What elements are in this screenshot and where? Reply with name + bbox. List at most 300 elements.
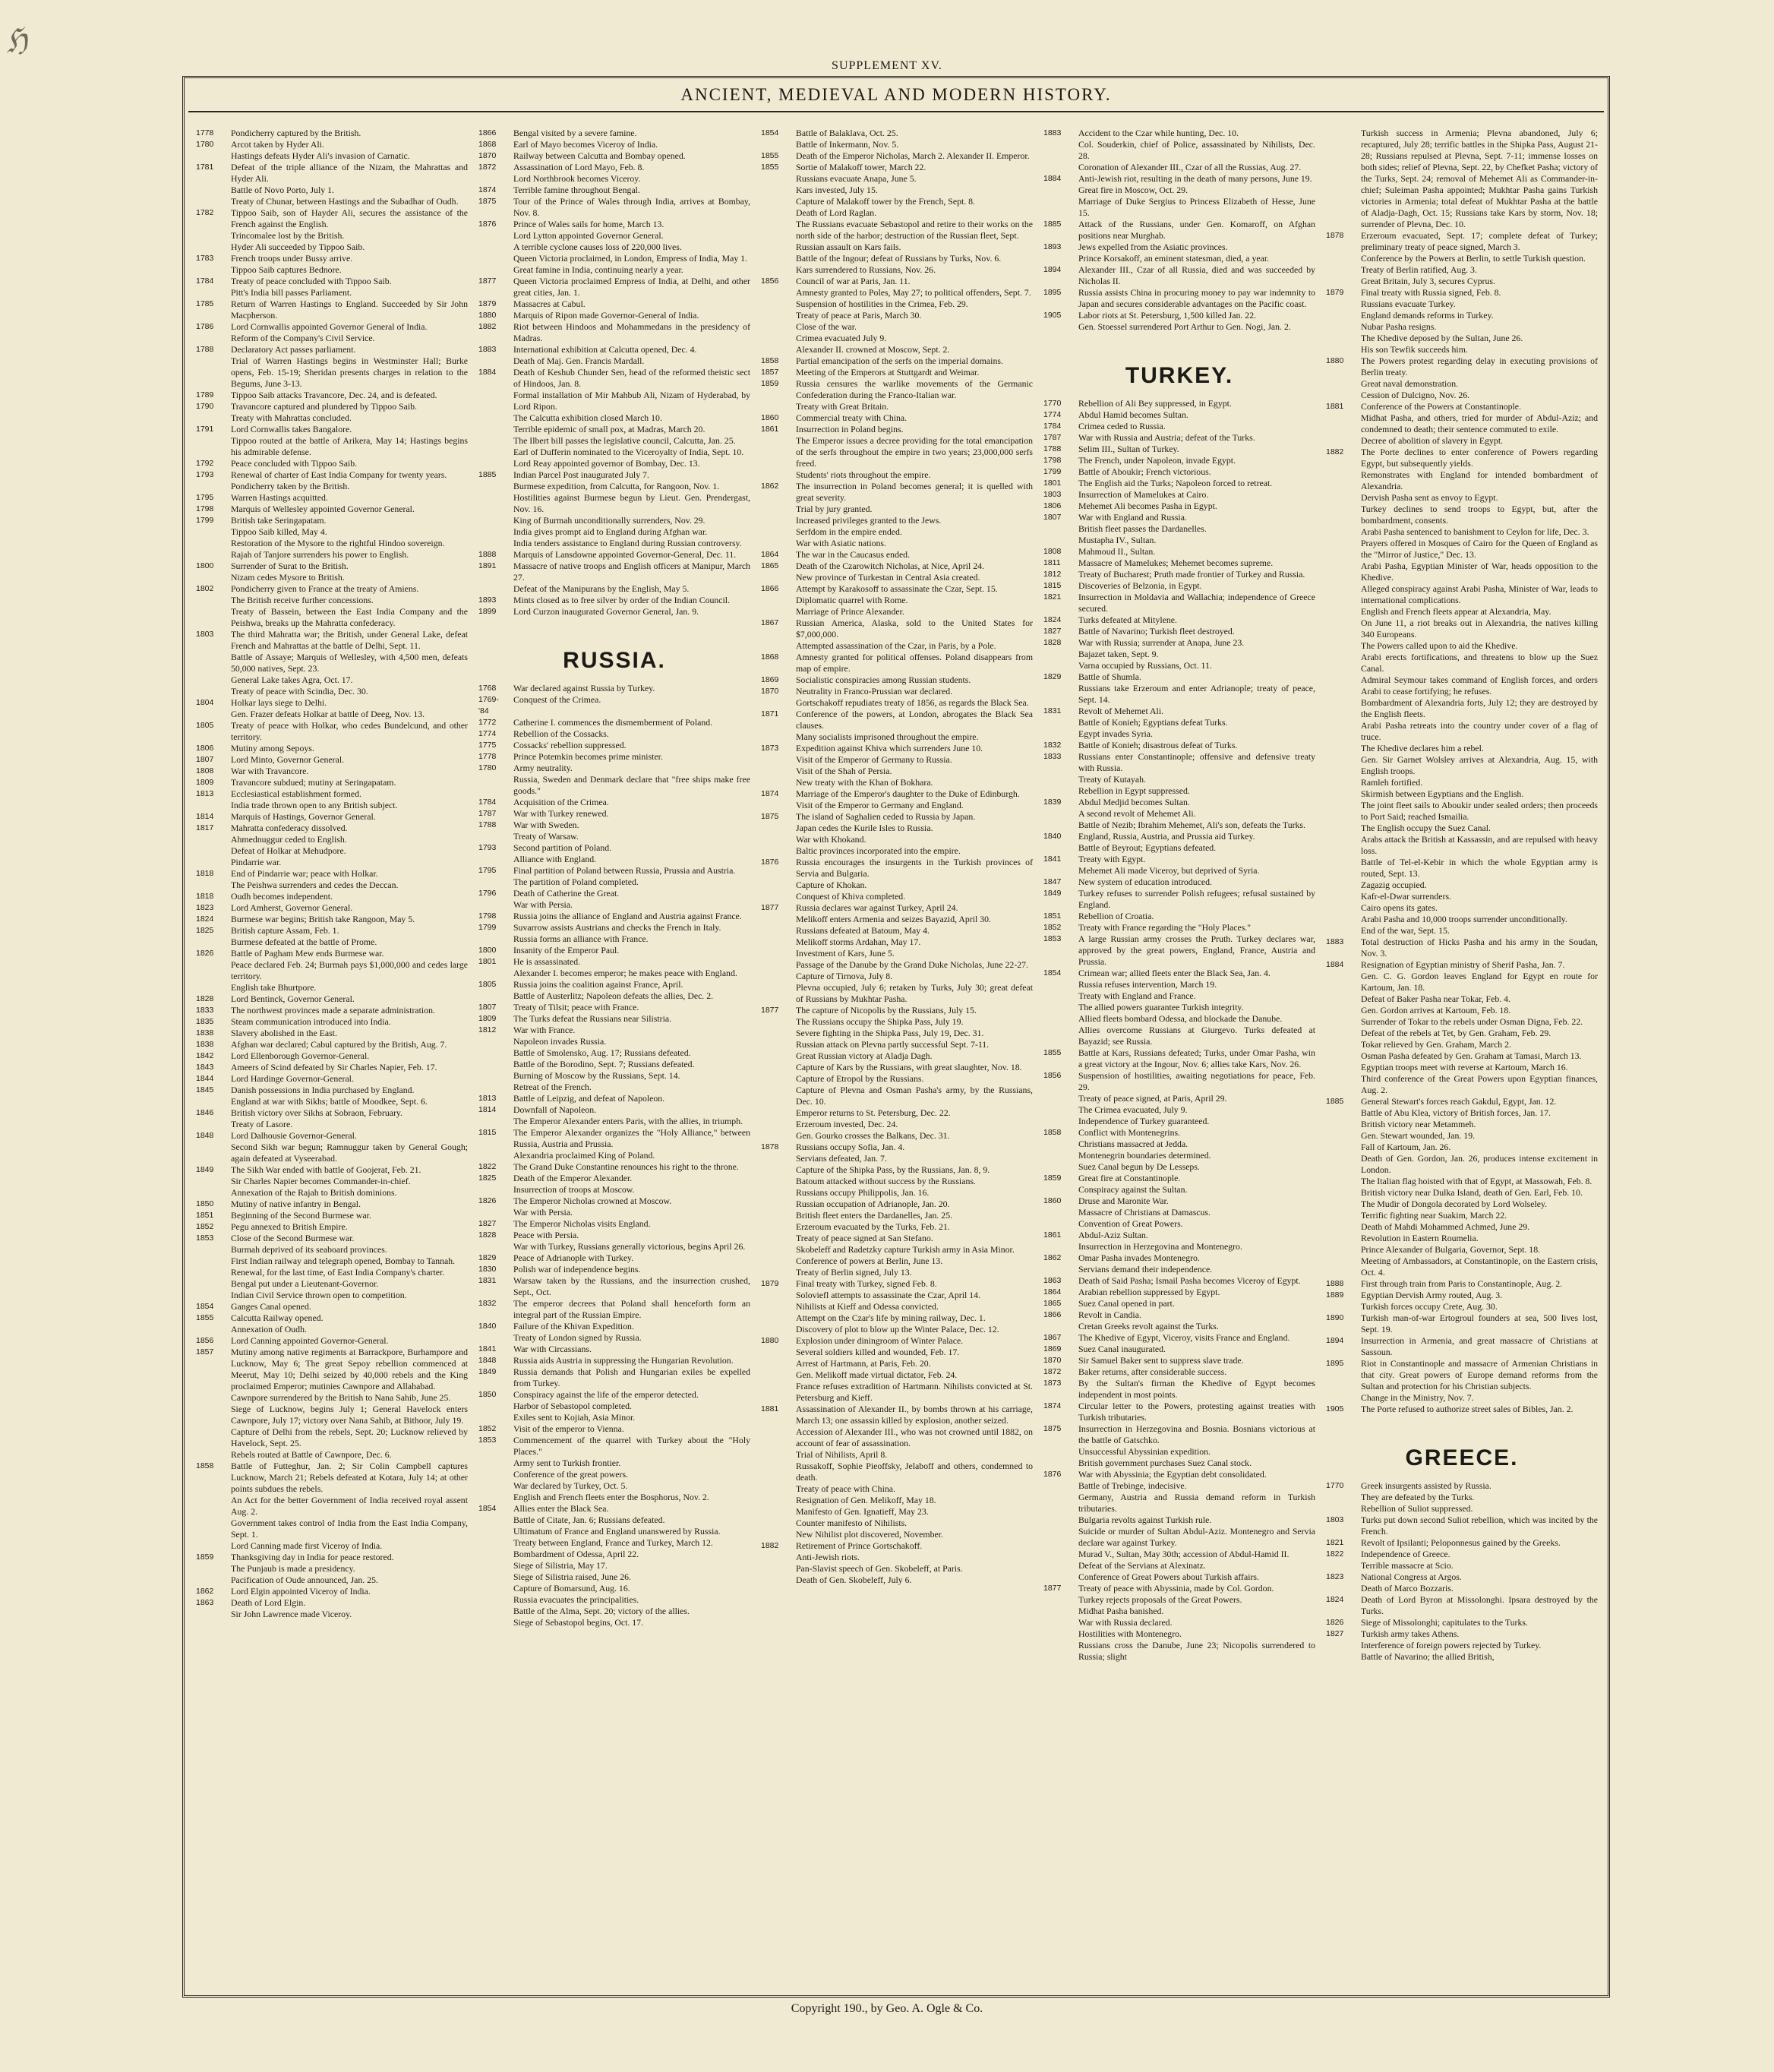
- entry-text: Gen. Gourko crosses the Balkans, Dec. 31.: [796, 1130, 950, 1141]
- entry-year: [1043, 1606, 1074, 1617]
- entry-year: 1772: [478, 718, 497, 727]
- entry-text: Battle of Trebinge, indecisive.: [1078, 1480, 1187, 1491]
- timeline-entry: [761, 800, 1033, 811]
- timeline-entry: [196, 845, 468, 857]
- timeline-entry: [761, 1358, 1033, 1369]
- timeline-entry: [196, 880, 468, 891]
- entry-text: India gives prompt aid to England during Afghan war.: [513, 526, 708, 537]
- entry-text: Explosion under diningroom of Winter Palace.: [796, 1335, 964, 1346]
- entry-year: 1804: [196, 698, 214, 707]
- entry-text: Conference of the great powers.: [513, 1469, 628, 1480]
- entry-text: Russian attack on Plevna partly successful Sept. 7-11.: [796, 1039, 990, 1050]
- timeline-entry: [478, 694, 750, 717]
- entry-text: The Russians evacuate Sebastopol and retire to their works on the north side of the harbor; destruction of the Russian fleet, Sept.: [796, 219, 1033, 241]
- entry-text: Death of Gen. Skobeleff, July 6.: [796, 1575, 912, 1585]
- entry-text: Treaty of Chunar, between Hastings and the Subadhar of Oudh.: [231, 196, 459, 207]
- timeline-entry: [1326, 606, 1598, 617]
- timeline-entry: [478, 1047, 750, 1059]
- timeline-entry: [196, 321, 468, 333]
- entry-year: 1800: [478, 946, 497, 955]
- timeline-column: [761, 128, 1033, 1988]
- entry-text: Lord Reay appointed governor of Bombay, Dec. 13.: [513, 458, 700, 469]
- entry-text: Commercial treaty with China.: [796, 412, 908, 423]
- entry-text: Defeat of the Servians at Alexinatz.: [1078, 1560, 1206, 1571]
- entry-year: [1043, 253, 1074, 264]
- entry-year: [1043, 535, 1074, 546]
- entry-year: [761, 1256, 791, 1267]
- timeline-entry: [196, 937, 468, 948]
- timeline-entry: [1043, 1264, 1315, 1275]
- entry-text: Attempt by Karakosoff to assassinate the Czar, Sept. 15.: [796, 583, 998, 594]
- timeline-entry: [196, 868, 468, 880]
- entry-year: [1043, 1617, 1074, 1628]
- entry-year: 1875: [1043, 1424, 1062, 1433]
- entry-text: Insurrection in Herzegovina and Montenegro.: [1078, 1241, 1242, 1252]
- entry-year: 1838: [196, 1040, 214, 1049]
- entry-text: End of Pindarrie war; peace with Holkar.: [231, 868, 378, 879]
- timeline-entry: [761, 1426, 1033, 1449]
- timeline-entry: [1043, 637, 1315, 649]
- timeline-entry: [761, 971, 1033, 982]
- timeline-entry: [761, 1506, 1033, 1518]
- timeline-entry: [761, 948, 1033, 959]
- entry-text: A large Russian army crosses the Pruth. Turkey declares war, approved by the great powers, England, France, Austria and Prussia.: [1078, 933, 1315, 967]
- timeline-entry: [196, 1586, 468, 1597]
- entry-text: Battle of Navarino; Turkish fleet destroyed.: [1078, 626, 1235, 636]
- timeline-entry: [478, 458, 750, 469]
- timeline-entry: [761, 857, 1033, 880]
- timeline-entry: [196, 1199, 468, 1210]
- entry-year: 1784: [1043, 422, 1062, 431]
- timeline-entry: [196, 823, 468, 834]
- entry-year: 1848: [196, 1131, 214, 1140]
- entry-year: [1043, 1184, 1074, 1196]
- timeline-entry: [196, 1107, 468, 1119]
- entry-year: 1888: [478, 550, 497, 559]
- entry-text: Russia censures the warlike movements of the Germanic Confederation during the Franco-Italian war.: [796, 378, 1033, 400]
- timeline-entry: [761, 834, 1033, 845]
- entry-text: Riot in Constantinople and massacre of Armenian Christians in that city. Great powers of Europe demand reforms from the Sultan and protection for his Christian subjects.: [1361, 1358, 1598, 1391]
- entry-text: Annexation of the Rajah to British dominions.: [231, 1187, 397, 1198]
- timeline-entry: [1326, 1244, 1598, 1256]
- timeline-entry: [478, 1560, 750, 1571]
- entry-year: 1868: [478, 140, 497, 149]
- entry-text: Ultimatum of France and England unanswered by Russia.: [513, 1526, 721, 1537]
- timeline-entry: [478, 469, 750, 481]
- entry-year: [1326, 1640, 1356, 1651]
- entry-text: Accident to the Czar while hunting, Dec. 10.: [1078, 128, 1239, 138]
- entry-year: 1858: [1043, 1128, 1062, 1137]
- timeline-entry: [1326, 1142, 1598, 1153]
- entry-year: [1326, 891, 1356, 902]
- entry-text: Capture of Bomarsund, Aug. 16.: [513, 1583, 630, 1593]
- timeline-entry: [1043, 444, 1315, 455]
- timeline-entry: [478, 888, 750, 899]
- timeline-entry: [196, 1016, 468, 1028]
- timeline-entry: [1326, 857, 1598, 880]
- entry-text: War with Abyssinia; the Egyptian debt consolidated.: [1078, 1469, 1267, 1480]
- timeline-entry: [761, 173, 1033, 185]
- timeline-entry: [196, 1039, 468, 1050]
- timeline-entry: [196, 1290, 468, 1301]
- entry-text: Egyptian Dervish Army routed, Aug. 3.: [1361, 1290, 1503, 1300]
- timeline-entry: [1326, 914, 1598, 925]
- entry-text: Manifesto of Gen. Ignatieff, May 23.: [796, 1506, 929, 1517]
- timeline-entry: [761, 1187, 1033, 1199]
- timeline-entry: [761, 697, 1033, 709]
- timeline-entry: [1326, 697, 1598, 720]
- entry-text: The Turks defeat the Russians near Silistria.: [513, 1013, 672, 1024]
- timeline-entry: [478, 185, 750, 196]
- entry-year: 1878: [1326, 231, 1344, 240]
- entry-year: [1043, 1571, 1074, 1583]
- entry-text: A terrible cyclone causes loss of 220,000 lives.: [513, 242, 682, 252]
- entry-text: Hostilities against Burmese begun by Lieut. Gen. Prendergast, Nov. 16.: [513, 492, 750, 514]
- timeline-entry: [1043, 1366, 1315, 1378]
- entry-year: [478, 173, 509, 185]
- entry-year: [478, 526, 509, 538]
- entry-text: Close of the war.: [796, 321, 857, 332]
- entry-year: [1326, 1256, 1356, 1278]
- timeline-entry: [1043, 1515, 1315, 1526]
- entry-year: [1043, 1321, 1074, 1332]
- entry-year: 1841: [478, 1344, 497, 1353]
- entry-text: Marquis of Wellesley appointed Governor General.: [231, 504, 415, 514]
- timeline-entry: [196, 561, 468, 572]
- entry-text: The northwest provinces made a separate administration.: [231, 1005, 435, 1015]
- entry-year: 1880: [478, 311, 497, 320]
- entry-year: [196, 1609, 226, 1620]
- entry-text: Bombardment of Odessa, April 22.: [513, 1549, 639, 1559]
- entry-year: 1821: [1043, 592, 1062, 602]
- timeline-entry: [478, 1070, 750, 1082]
- entry-year: 1787: [1043, 433, 1062, 442]
- entry-text: The Emperor issues a decree providing for the total emancipation of the serfs throughout the empire in two years; 23,000,000 serfs freed.: [796, 435, 1033, 469]
- entry-year: 1827: [478, 1219, 497, 1228]
- entry-text: Russia joins the alliance of England and Austria against France.: [513, 911, 742, 921]
- history-columns: [196, 128, 1598, 1988]
- entry-text: Russians take Erzeroum and enter Adrianople; treaty of peace, Sept. 14.: [1078, 683, 1315, 705]
- entry-text: Marquis of Hastings, Governor General.: [231, 811, 376, 822]
- entry-text: Treaty of Lasore.: [231, 1119, 293, 1129]
- timeline-entry: [1326, 1016, 1598, 1028]
- entry-year: 1864: [1043, 1287, 1062, 1297]
- entry-year: [1043, 1560, 1074, 1571]
- timeline-entry: [478, 1537, 750, 1549]
- entry-text: Lord Bentinck, Governor General.: [231, 993, 355, 1004]
- timeline-entry: [1326, 1571, 1598, 1583]
- entry-text: Treaty with France regarding the "Holy Places.": [1078, 922, 1252, 933]
- entry-year: 1876: [1043, 1470, 1062, 1479]
- entry-year: [1326, 276, 1356, 287]
- entry-year: [1326, 469, 1356, 492]
- timeline-entry: [478, 264, 750, 276]
- entry-year: 1884: [1326, 960, 1344, 969]
- entry-year: [1043, 1628, 1074, 1640]
- entry-text: Erzeroum invested, Dec. 24.: [796, 1119, 898, 1129]
- entry-text: The Khedive of Egypt, Viceroy, visits France and England.: [1078, 1332, 1290, 1343]
- timeline-entry: [1043, 922, 1315, 933]
- entry-year: 1876: [478, 220, 497, 229]
- entry-text: Assassination of Lord Mayo, Feb. 8.: [513, 162, 645, 172]
- entry-year: 1859: [196, 1552, 214, 1562]
- entry-year: [761, 823, 791, 834]
- entry-year: 1833: [196, 1006, 214, 1015]
- timeline-entry: [478, 979, 750, 990]
- entry-text: By the Sultan's firman the Khedive of Egypt becomes independent in most points.: [1078, 1378, 1315, 1400]
- entry-year: [1326, 1503, 1356, 1515]
- entry-year: [1326, 993, 1356, 1005]
- timeline-entry: [196, 1187, 468, 1199]
- entry-year: [761, 777, 791, 788]
- entry-year: [761, 219, 791, 242]
- entry-text: The Porte declines to enter conference of Powers regarding Egypt, but subsequently yields.: [1361, 447, 1598, 469]
- timeline-entry: [761, 378, 1033, 401]
- entry-year: [761, 982, 791, 1005]
- timeline-entry: [1043, 162, 1315, 173]
- entry-year: 1864: [761, 550, 779, 559]
- timeline-entry: [478, 606, 750, 617]
- entry-text: Midhat Pasha, and others, tried for murder of Abdul-Aziz; and condemned to death; their sentence commuted to exile.: [1361, 412, 1598, 434]
- entry-year: 1805: [196, 721, 214, 730]
- entry-year: [761, 1210, 791, 1221]
- timeline-entry: [478, 561, 750, 583]
- timeline-entry: [761, 652, 1033, 674]
- entry-year: [478, 1560, 509, 1571]
- timeline-entry: [478, 435, 750, 447]
- entry-text: Insurrection in Poland begins.: [796, 424, 904, 434]
- timeline-entry: [1326, 298, 1598, 310]
- timeline-entry: [478, 728, 750, 740]
- entry-year: [478, 253, 509, 264]
- entry-text: Army neutrality.: [513, 763, 573, 773]
- timeline-entry: [1043, 1116, 1315, 1127]
- entry-year: 1839: [1043, 798, 1062, 807]
- entry-text: Travancore subdued; mutiny at Seringapatam.: [231, 777, 396, 788]
- timeline-entry: [1043, 1344, 1315, 1355]
- timeline-entry: [1043, 128, 1315, 139]
- timeline-entry: [1043, 1309, 1315, 1321]
- entry-text: Conference of the Powers at Constantinople.: [1361, 401, 1521, 412]
- timeline-entry: [478, 219, 750, 230]
- entry-year: 1824: [1326, 1595, 1344, 1604]
- entry-text: Capture of Plevna and Osman Pasha's army, by the Russians, Dec. 10.: [796, 1085, 1033, 1107]
- timeline-entry: [1043, 1469, 1315, 1480]
- timeline-entry: [761, 185, 1033, 196]
- entry-year: 1869: [761, 675, 779, 684]
- entry-text: Treaty with England and France.: [1078, 990, 1196, 1001]
- entry-text: Pacification of Oude announced, Jan. 25.: [231, 1575, 378, 1585]
- timeline-entry: [761, 139, 1033, 150]
- entry-year: 1798: [478, 911, 497, 921]
- entry-year: [1326, 298, 1356, 310]
- entry-year: [1326, 526, 1356, 538]
- entry-year: [1043, 717, 1074, 728]
- entry-year: [761, 925, 791, 937]
- entry-text: Burmese defeated at the battle of Prome.: [231, 937, 377, 947]
- timeline-entry: [478, 390, 750, 412]
- entry-year: [196, 686, 226, 697]
- entry-text: Druse and Maronite War.: [1078, 1196, 1169, 1206]
- timeline-entry: [1043, 842, 1315, 854]
- entry-text: Death of Catherine the Great.: [513, 888, 620, 899]
- entry-text: Several soldiers killed and wounded, Feb. 17.: [796, 1347, 960, 1357]
- timeline-entry: [196, 162, 468, 185]
- entry-text: British fleet enters the Dardanelles, Jan. 25.: [796, 1210, 953, 1221]
- entry-text: Alleged conspiracy against Arabi Pasha, Minister of War, leads to international complications.: [1361, 583, 1598, 605]
- entry-year: [196, 1142, 226, 1164]
- entry-year: 1806: [196, 744, 214, 753]
- entry-year: [478, 492, 509, 515]
- timeline-entry: [761, 549, 1033, 561]
- entry-text: Pondicherry taken by the British.: [231, 481, 350, 491]
- timeline-entry: [196, 834, 468, 845]
- entry-text: Treaty of Bassein, between the East India Company and the Peishwa, breaks up the Mahratta confederacy.: [231, 606, 468, 628]
- entry-year: [196, 1575, 226, 1586]
- timeline-entry: [761, 1461, 1033, 1483]
- entry-text: Turkish success in Armenia; Plevna abandoned, July 6; recaptured, July 28; terrific battles in the Shipka Pass, August 21-28; Russians repulsed at Plevna, Sept. 7-11; immense losses on both sides; relief of Plevna, Sept. 22, by Chefket Pasha; victory of the Turks, Sept. 24; removal of Mehemet Ali as Commander-in-chief; Suleiman Pasha appointed; Mukhtar Pasha gains Turkish victories in Armenia; total defeat of Mukhtar Pasha at the battle of Aladja-Dagh, Oct. 15; Russians take Kars by storm, Nov. 18; surrender of Plevna, Dec. 10.: [1361, 128, 1598, 229]
- entry-year: [761, 1199, 791, 1210]
- entry-year: 1863: [196, 1598, 214, 1607]
- entry-text: Mutiny of native infantry in Bengal.: [231, 1199, 361, 1209]
- entry-year: 1890: [1326, 1313, 1344, 1322]
- timeline-entry: [761, 504, 1033, 515]
- timeline-entry: [1326, 230, 1598, 253]
- entry-text: Massacres at Cabul.: [513, 298, 586, 309]
- entry-text: Gen. C. G. Gordon leaves England for Egypt en route for Kartoum, Jan. 18.: [1361, 971, 1598, 993]
- entry-text: Rajah of Tanjore surrenders his power to English.: [231, 549, 409, 560]
- entry-year: 1885: [478, 470, 497, 479]
- timeline-entry: [1043, 785, 1315, 797]
- timeline-entry: [1326, 1651, 1598, 1663]
- timeline-entry: [196, 891, 468, 902]
- timeline-entry: [761, 1495, 1033, 1506]
- timeline-entry: [196, 276, 468, 287]
- timeline-column: [1043, 128, 1315, 1988]
- timeline-entry: [1043, 649, 1315, 660]
- entry-text: Insurrection in Herzegovina and Bosnia. Bosnians victorious at the battle of Gatschko.: [1078, 1423, 1315, 1445]
- entry-year: 1808: [196, 766, 214, 775]
- timeline-entry: [196, 492, 468, 504]
- entry-text: Death of Lord Raglan.: [796, 207, 877, 218]
- timeline-entry: [196, 754, 468, 766]
- entry-year: 1861: [761, 425, 779, 434]
- entry-year: [1326, 412, 1356, 435]
- entry-year: [478, 899, 509, 911]
- entry-text: Arabian rebellion suppressed by Egypt.: [1078, 1287, 1220, 1297]
- timeline-entry: [1326, 1628, 1598, 1640]
- timeline-entry: [761, 1404, 1033, 1426]
- timeline-entry: [1043, 751, 1315, 774]
- timeline-entry: [1326, 1221, 1598, 1233]
- timeline-entry: [1043, 797, 1315, 808]
- timeline-entry: [478, 162, 750, 173]
- entry-year: [761, 526, 791, 538]
- entry-text: The Punjaub is made a presidency.: [231, 1563, 355, 1574]
- entry-year: [1326, 1073, 1356, 1096]
- entry-year: 1801: [478, 957, 497, 966]
- entry-text: British take Seringapatam.: [231, 515, 327, 526]
- entry-year: 1865: [1043, 1299, 1062, 1308]
- entry-year: [761, 401, 791, 412]
- entry-year: [761, 697, 791, 709]
- entry-year: 1796: [478, 889, 497, 898]
- entry-text: The insurrection in Poland becomes general; it is quelled with great severity.: [796, 481, 1033, 503]
- entry-year: [1326, 925, 1356, 937]
- entry-text: Allies overcome Russians at Giurgevo. Turks defeated at Bayazid; see Russia.: [1078, 1025, 1315, 1047]
- entry-year: [761, 1107, 791, 1119]
- timeline-entry: [196, 1062, 468, 1073]
- timeline-entry: [1326, 1503, 1598, 1515]
- entry-text: Pegu annexed to British Empire.: [231, 1221, 348, 1232]
- timeline-entry: [761, 481, 1033, 504]
- entry-year: [478, 538, 509, 549]
- entry-text: Insanity of the Emperor Paul.: [513, 945, 620, 955]
- entry-year: 1795: [478, 866, 497, 875]
- entry-year: 1828: [1043, 638, 1062, 647]
- timeline-entry: [478, 1606, 750, 1617]
- entry-year: 1855: [761, 163, 779, 172]
- entry-text: Retreat of the French.: [513, 1082, 592, 1092]
- entry-year: [1326, 504, 1356, 526]
- entry-year: [478, 1594, 509, 1606]
- entry-year: 1872: [1043, 1367, 1062, 1376]
- entry-year: 1807: [478, 1003, 497, 1012]
- entry-text: Second Sikh war begun; Ramnuggur taken by General Gough; again defeated at Vyseerabad.: [231, 1142, 468, 1164]
- timeline-entry: [1043, 933, 1315, 968]
- entry-text: Capture of Etropol by the Russians.: [796, 1073, 924, 1084]
- entry-text: General Lake takes Agra, Oct. 17.: [231, 674, 353, 685]
- timeline-entry: [761, 435, 1033, 469]
- timeline-entry: [196, 1540, 468, 1552]
- entry-text: Treaty of peace with Abyssinia, made by Col. Gordon.: [1078, 1583, 1274, 1593]
- entry-text: First through train from Paris to Constantinople, Aug. 2.: [1361, 1278, 1563, 1289]
- entry-text: Insurrection in Armenia, and great massacre of Christians at Sassoun.: [1361, 1335, 1598, 1357]
- entry-text: Skirmish between Egyptians and the English.: [1361, 788, 1524, 799]
- entry-text: Prince of Wales sails for home, March 13.: [513, 219, 664, 229]
- timeline-entry: [1326, 1199, 1598, 1210]
- entry-text: Lord Hardinge Governor-General.: [231, 1073, 354, 1084]
- entry-year: [1043, 321, 1074, 333]
- entry-year: [761, 287, 791, 298]
- entry-year: [1326, 1199, 1356, 1210]
- entry-text: The French, under Napoleon, invade Egypt.: [1078, 455, 1236, 466]
- entry-year: [1326, 1233, 1356, 1244]
- timeline-entry: [478, 1412, 750, 1423]
- entry-text: Battle of Novo Porto, July 1.: [231, 185, 334, 195]
- entry-year: [761, 1119, 791, 1130]
- entry-text: Indian Parcel Post inaugurated July 7.: [513, 469, 649, 480]
- entry-year: [761, 1164, 791, 1176]
- timeline-entry: [1326, 1050, 1598, 1062]
- entry-text: Students' riots throughout the empire.: [796, 469, 931, 480]
- timeline-entry: [196, 185, 468, 196]
- entry-year: [196, 709, 226, 720]
- entry-text: Amnesty granted to Poles, May 27; to political offenders, Sept. 7.: [796, 287, 1031, 298]
- entry-year: [478, 1241, 509, 1252]
- timeline-entry: [478, 933, 750, 945]
- timeline-entry: [761, 1278, 1033, 1290]
- entry-text: Peace concluded with Tippoo Saib.: [231, 458, 358, 469]
- entry-year: [761, 1028, 791, 1039]
- timeline-entry: [761, 1529, 1033, 1540]
- entry-year: 1768: [478, 684, 497, 693]
- timeline-entry: [1326, 1594, 1598, 1617]
- timeline-entry: [478, 230, 750, 242]
- timeline-entry: [1043, 1458, 1315, 1469]
- entry-text: Declaratory Act passes parliament.: [231, 344, 356, 355]
- timeline-entry: [1043, 1275, 1315, 1287]
